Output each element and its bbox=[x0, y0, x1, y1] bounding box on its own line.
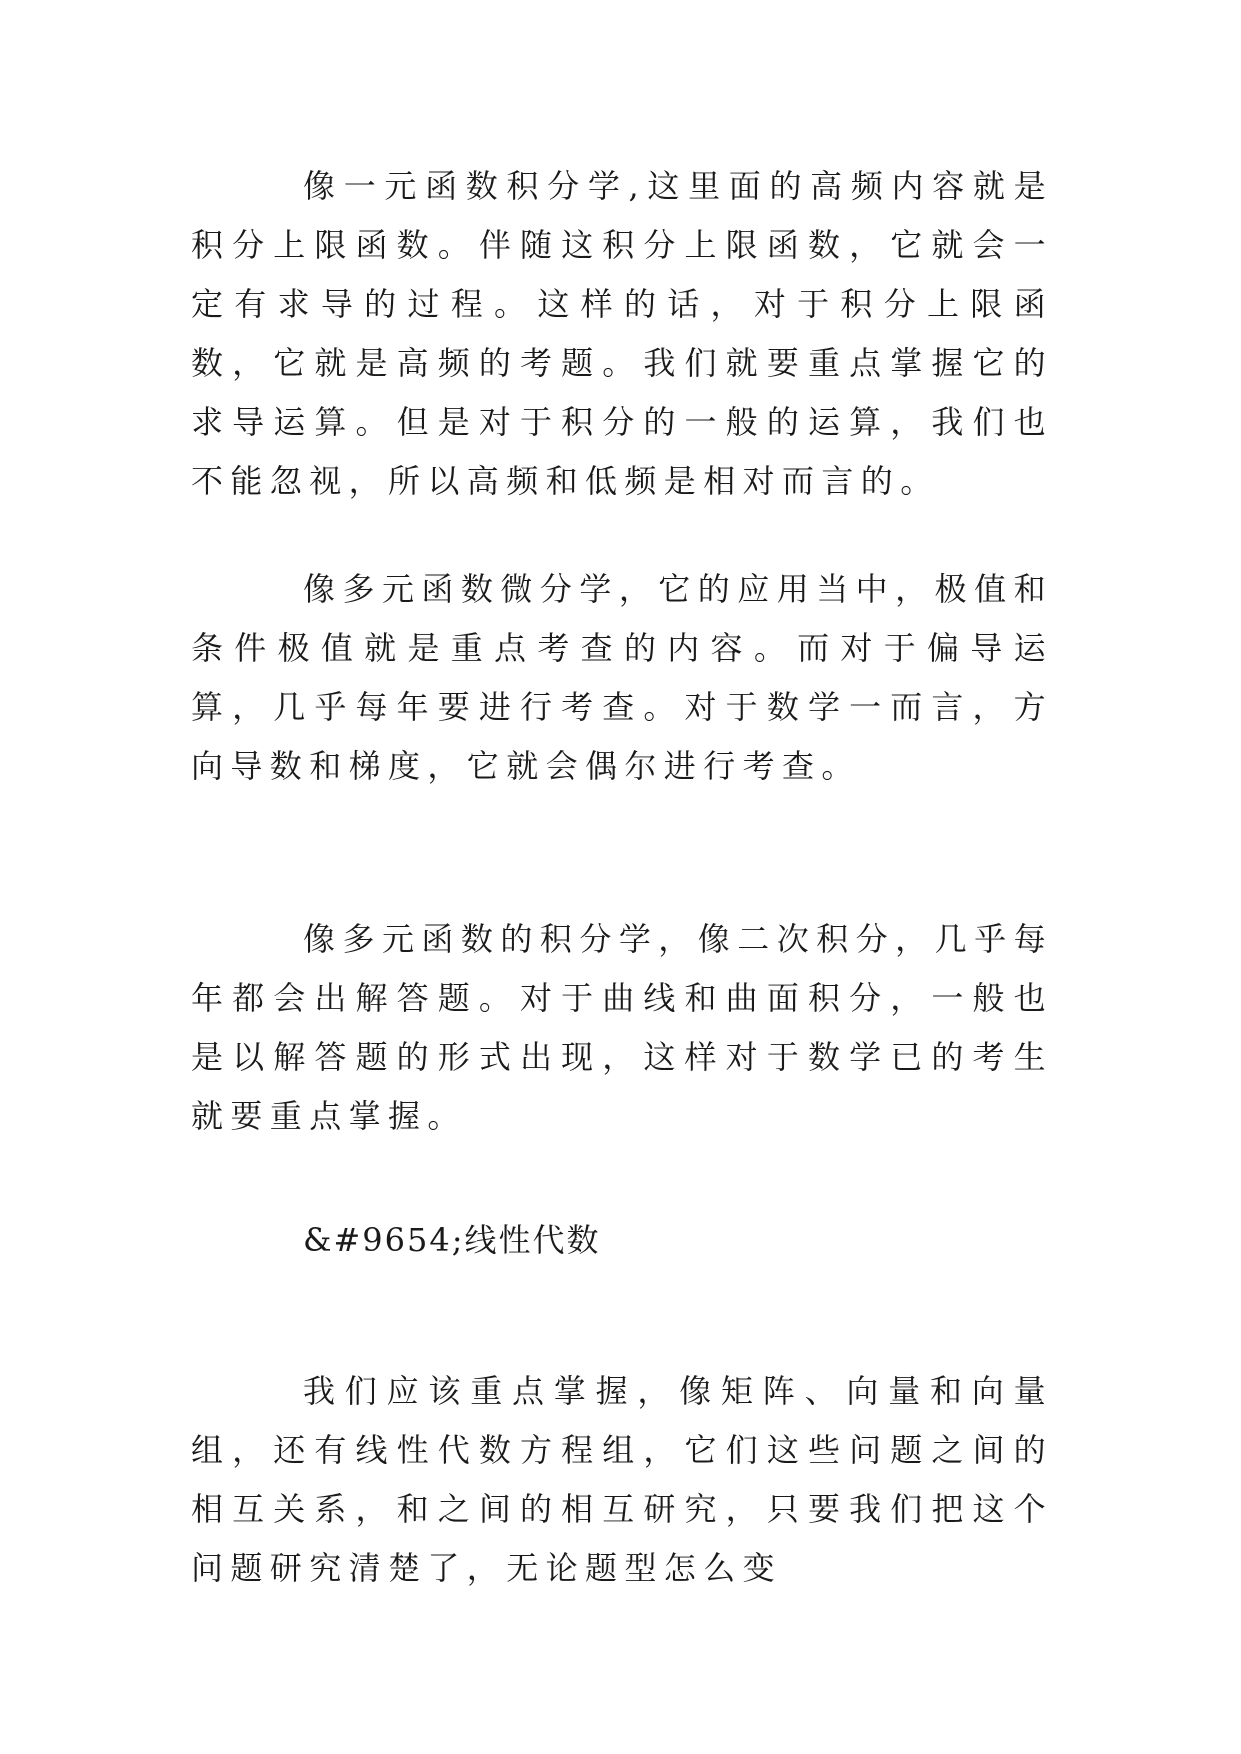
paragraph-multivariable-differential: 像多元函数微分学，它的应用当中，极值和条件极值就是重点考查的内容。而对于偏导运算，几乎每年要进行考查。对于数学一而言，方向导数和梯度，它就会偶尔进行考查。 bbox=[191, 570, 1053, 785]
paragraph-multivariable-integral: 像多元函数的积分学，像二次积分，几乎每年都会出解答题。对于曲线和曲面积分，一般也是以解答题的形式出现，这样对于数学已的考生就要重点掌握。 bbox=[191, 920, 1053, 1135]
paragraph-integral-calculus: 像一元函数积分学,这里面的高频内容就是积分上限函数。伴随这积分上限函数，它就会一定有求导的过程。这样的话，对于积分上限函数，它就是高频的考题。我们就要重点掌握它的求导运算。但是对于积分的一般的运算，我们也不能忽视，所以高频和低频是相对而言的。 bbox=[191, 167, 1053, 500]
section-heading-linear-algebra: &#9654;线性代数 bbox=[303, 1221, 601, 1259]
paragraph-linear-algebra: 我们应该重点掌握，像矩阵、向量和向量组，还有线性代数方程组，它们这些问题之间的相互关系，和之间的相互研究，只要我们把这个问题研究清楚了，无论题型怎么变 bbox=[191, 1372, 1053, 1587]
